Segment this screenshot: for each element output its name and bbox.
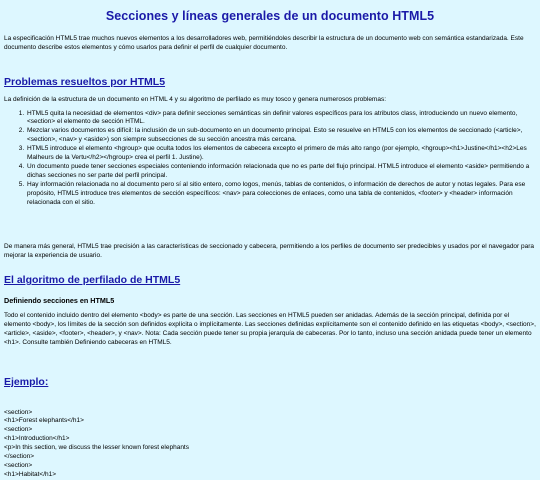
list-item: 4. Un documento puede tener secciones especiales conteniendo información relacionada que no es parte del flujo principal. HTML5 introduce el elemento <aside> permitiendo a dichas secciones no ser parte del perfil principal. bbox=[26, 163, 536, 181]
algoritmo-paragraph: Todo el contenido incluido dentro del elemento <body> es parte de una sección. Las secciones en HTML5 pueden ser anidadas. Además de la sección principal, definida por el elemento <body>, los límites de la sección son definidos explícita o implícitamente. Las secciones definidas explícitamente son el contenido definido en las etiquetas <body>, <section>, <article>, <aside>, <footer>, <header>, y <nav>. Nota: Cada sección puede tener su propia jerarquía de cabeceras. Por lo tanto, incluso una sección anidada puede tener un elemento <h1>. Consulte también Definiendo cabeceras en HTML5. bbox=[4, 312, 536, 346]
problemas-lead-paragraph: La definición de la estructura de un documento en HTML 4 y su algoritmo de perfilado es muy tosco y genera numerosos problemas: bbox=[4, 95, 387, 103]
list-item: 2. Mezclar varios documentos es difícil: la inclusión de un sub-documento en un documento principal. Esto se resuelve en HTML5 con los elementos de seccionado (<article>, <section>, <nav> y <aside>) son siempre subsecciones de su sección ancestra más cercana. bbox=[26, 127, 536, 145]
heading-problemas-resueltos: Problemas resueltos por HTML5 bbox=[4, 75, 166, 88]
problemas-list bbox=[4, 110, 536, 209]
heading-algoritmo-perfilado: El algoritmo de perfilado de HTML5 bbox=[4, 274, 181, 287]
intro-paragraph: La especificación HTML5 trae muchos nuevos elementos a los desarrolladores web, permitiéndoles describir la estructura de un documento web con semántica estandarizada. Este documento describe estos elementos y cómo usarlos para definir el perfil de cualquier documento. bbox=[4, 35, 524, 51]
subheading-definiendo-secciones: Definiendo secciones en HTML5 bbox=[4, 295, 115, 305]
code-example: <section> <h1>Forest elephants</h1> <section> <h1>Introduction</h1> <p>In this section, we discuss the lesser known forest elephants </section> <section> <h1>Habitat</h1> bbox=[4, 408, 189, 479]
problemas-closing-paragraph: De manera más general, HTML5 trae precisión a las características de seccionado y cabecera, permitiendo a los perfiles de documento ser predecibles y usados por el navegador para mejorar la experiencia de usuario. bbox=[4, 243, 535, 260]
page-title: Secciones y líneas generales de un documento HTML5 bbox=[105, 9, 435, 23]
list-item: 1. HTML5 quita la necesidad de elementos <div> para definir secciones semánticas sin definir valores específicos para los atributos class, introduciendo un nuevo elemento, <section> el elemento de sección HTML. bbox=[26, 110, 536, 128]
list-item: 3. HTML5 introduce el elemento <hgroup> que oculta todos los elementos de cabecera excepto el primero de más alto rango (por ejemplo, <hgroup><h1>Justine</h1><h2>Les Malheurs de la Vertu</h2></hgroup> crea el perfil 1. Justine). bbox=[26, 145, 536, 163]
heading-ejemplo: Ejemplo: bbox=[4, 375, 49, 388]
list-item: 5. Hay información relacionada no al documento pero sí al sitio entero, como logos, menús, tablas de contenidos, o información de derechos de autor y notas legales. Para ese propósito, HTML5 introduce tres elementos de sección específicos: <nav> para colecciones de enlaces, como una tabla de contenidos, <footer> y <header> información relacionada con el sitio. bbox=[26, 181, 536, 208]
